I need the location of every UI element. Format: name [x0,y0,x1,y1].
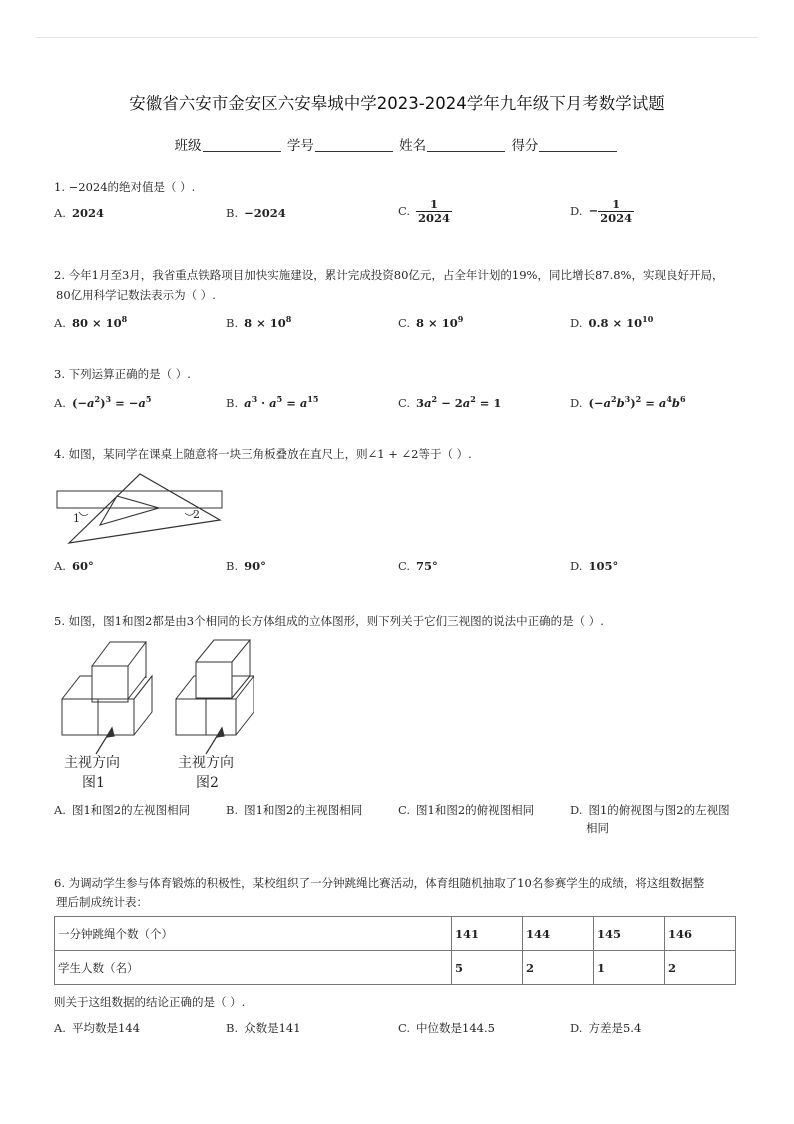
q5-solid-figures [54,636,254,796]
q4-ruler-triangle-figure [54,470,226,548]
id-blank[interactable] [315,138,393,152]
q1-option-c: C. $\frac{1}{2024}$ [398,197,451,225]
table-cell: 144 [523,917,594,951]
q5-option-a: A. 图1和图2的左视图相同 [54,803,191,817]
class-label: 班级 [174,138,202,154]
q6-stem-line2: 理后制成统计表： [56,895,148,909]
figure1-solid [62,642,152,735]
page-title: 安徽省六安市金安区六安皋城中学2023-2024学年九年级下月考数学试题 [129,94,665,113]
table-cell: 146 [665,917,736,951]
q1-option-a: A. 2024 [54,206,104,220]
q2-option-b: B. $8 \times 10^8$ [226,314,292,330]
q3-option-b: B. $a^3 \cdot a^5 = a^{15}$ [226,394,319,410]
q5-option-c: C. 图1和图2的俯视图相同 [398,803,535,817]
fig2-direction-label: 主视方向 [178,755,234,771]
q4-option-d: D. 105° [570,559,619,573]
angle1-arc [79,512,88,516]
table-cell: 一分钟跳绳个数（个） [55,917,452,951]
q5-option-b: B. 图1和图2的主视图相同 [226,803,363,817]
q5-option-d: D. 图1的俯视图与图2的左视图 [570,803,730,817]
q3-option-c: C. $3a^2 - 2a^2 = 1$ [398,394,502,410]
q3-option-d: D. $(-a^2b^3)^2 = a^4b^6$ [570,394,686,410]
q6-stats-table [54,916,736,985]
angle2-label: 2 [193,508,200,521]
q3-option-a: A. $(-a^2)^3 = -a^5$ [54,394,152,410]
table-cell: 1 [594,951,665,985]
table-cell: 学生人数（名） [55,951,452,985]
ruler [57,491,222,508]
q4-option-c: C. 75° [398,559,438,573]
q2-stem-line1: 2. 今年1月至3月，我省重点铁路项目加快实施建设，累计完成投资80亿元，占全年计划的19%，同比增长87.8%，实现良好开局， [54,268,724,282]
q4-option-a: A. 60° [54,559,94,573]
q1-option-d: D. − $\frac{1}{2024}$ [570,197,633,225]
table-cell: 141 [452,917,523,951]
id-label: 学号 [286,138,314,154]
name-blank[interactable] [427,138,505,152]
score-blank[interactable] [539,138,617,152]
table-row [55,917,736,951]
q2-stem-line2: 80亿用科学记数法表示为（ ）. [56,288,216,302]
figure2-solid [176,640,254,735]
table-cell: 2 [665,951,736,985]
angle1-label: 1 [73,512,80,525]
fig1-name: 图1 [82,775,105,791]
q3-stem: 3. 下列运算正确的是（ ）. [54,367,191,381]
q4-stem: 4. 如图，某同学在课桌上随意将一块三角板叠放在直尺上，则∠1 + ∠2等于（ ）. [54,447,472,461]
q6-option-b: B. 众数是141 [226,1021,301,1035]
q2-option-d: D. $0.8 \times 10^{10}$ [570,314,654,330]
inner-triangle [100,496,159,525]
q2-option-a: A. $80 \times 10^8$ [54,314,128,330]
q6-option-a: A. 平均数是144 [54,1021,140,1035]
q1-option-b: B. −2024 [226,206,286,220]
score-label: 得分 [511,138,539,154]
fig2-name: 图2 [196,775,219,791]
q6-stem-line1: 6. 为调动学生参与体育锻炼的积极性，某校组织了一分钟跳绳比赛活动，体育组随机抽取了10名参赛学生的成绩，将这组数据整 [54,876,705,890]
q6-option-c: C. 中位数是144.5 [398,1021,495,1035]
table-cell: 145 [594,917,665,951]
student-info-line [0,134,794,154]
fig1-direction-label: 主视方向 [64,755,120,771]
q6-question: 则关于这组数据的结论正确的是（ ）. [54,995,246,1009]
q6-option-d: D. 方差是5.4 [570,1021,642,1035]
top-divider [36,37,758,38]
q2-option-c: C. $8 \times 10^9$ [398,314,464,330]
name-label: 姓名 [399,138,427,154]
table-row [55,951,736,985]
table-cell: 2 [523,951,594,985]
class-blank[interactable] [203,138,281,152]
q4-option-b: B. 90° [226,559,266,573]
q5-stem: 5. 如图，图1和图2都是由3个相同的长方体组成的立体图形，则下列关于它们三视图的说法中正确的是（ ）. [54,614,604,628]
q5-option-d-line2: 相同 [586,821,609,835]
view-arrows [96,728,224,754]
table-cell: 5 [452,951,523,985]
q1-stem: 1. −2024的绝对值是（ ）. [54,180,196,194]
